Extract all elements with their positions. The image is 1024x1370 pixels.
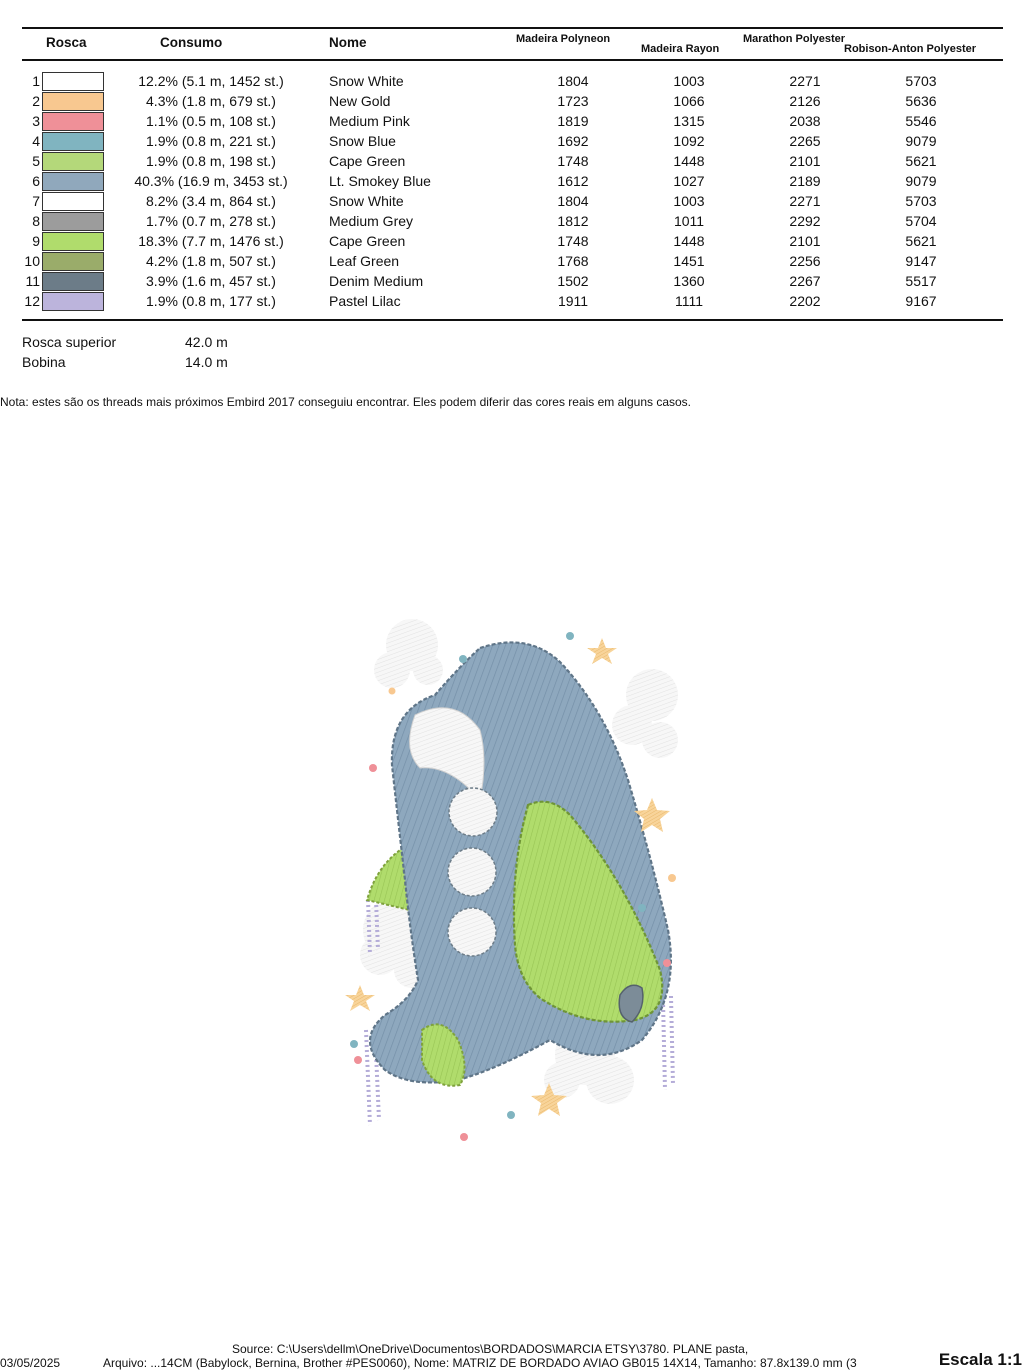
embroidery-design-preview bbox=[330, 600, 690, 1150]
madeira-polyneon-code: 1768 bbox=[557, 253, 589, 269]
robison-anton-code: 9167 bbox=[905, 293, 937, 309]
robison-anton-code: 5621 bbox=[905, 153, 937, 169]
thread-name: Cape Green bbox=[329, 233, 406, 249]
table-row bbox=[0, 232, 1024, 252]
footer-source-path: Source: C:\Users\dellm\OneDrive\Documentos\BORDADOS\MARCIA ETSY\3780. PLANE pasta, bbox=[232, 1342, 749, 1356]
rosca-superior-label: Rosca superior bbox=[22, 334, 117, 350]
thread-number: 7 bbox=[32, 193, 40, 209]
thread-consumption: 40.3% (16.9 m, 3453 st.) bbox=[134, 173, 288, 189]
thread-number: 6 bbox=[32, 173, 40, 189]
thread-color-swatch bbox=[42, 72, 104, 91]
thread-color-swatch bbox=[42, 112, 104, 131]
thread-color-swatch bbox=[42, 172, 104, 191]
thread-name: New Gold bbox=[329, 93, 391, 109]
header-nome: Nome bbox=[329, 35, 367, 50]
madeira-polyneon-code: 1748 bbox=[557, 233, 589, 249]
cloud-right bbox=[612, 669, 678, 758]
robison-anton-code: 5703 bbox=[905, 193, 937, 209]
header-madeira-rayon: Madeira Rayon bbox=[641, 43, 720, 55]
header-robison-anton: Robison-Anton Polyester bbox=[844, 43, 977, 55]
marathon-polyester-code: 2256 bbox=[789, 253, 821, 269]
table-row bbox=[0, 152, 1024, 172]
thread-number: 1 bbox=[32, 73, 40, 89]
thread-name: Snow Blue bbox=[329, 133, 396, 149]
robison-anton-code: 5636 bbox=[905, 93, 937, 109]
thread-color-swatch bbox=[42, 252, 104, 271]
madeira-polyneon-code: 1748 bbox=[557, 153, 589, 169]
table-row bbox=[0, 172, 1024, 192]
madeira-rayon-code: 1003 bbox=[673, 193, 705, 209]
thread-color-swatch bbox=[42, 132, 104, 151]
marathon-polyester-code: 2189 bbox=[789, 173, 821, 189]
bobina-value: 14.0 m bbox=[185, 354, 228, 370]
marathon-polyester-code: 2202 bbox=[789, 293, 821, 309]
thread-consumption: 1.9% (0.8 m, 177 st.) bbox=[146, 293, 276, 309]
marathon-polyester-code: 2265 bbox=[789, 133, 821, 149]
thread-color-swatch bbox=[42, 212, 104, 231]
table-row bbox=[0, 132, 1024, 152]
header-rosca: Rosca bbox=[46, 35, 87, 50]
header-consumo: Consumo bbox=[160, 35, 223, 50]
table-header-rule bbox=[22, 59, 1003, 61]
thread-consumption: 4.2% (1.8 m, 507 st.) bbox=[146, 253, 276, 269]
thread-consumption: 12.2% (5.1 m, 1452 st.) bbox=[138, 73, 284, 89]
thread-note: Nota: estes são os threads mais próximos Embird 2017 conseguiu encontrar. Eles podem diferir das cores reais em alguns casos. bbox=[0, 395, 692, 409]
thread-consumption: 3.9% (1.6 m, 457 st.) bbox=[146, 273, 276, 289]
table-row bbox=[0, 192, 1024, 212]
madeira-rayon-code: 1111 bbox=[674, 293, 704, 309]
thread-color-swatch bbox=[42, 292, 104, 311]
thread-color-swatch bbox=[42, 192, 104, 211]
table-row bbox=[0, 212, 1024, 232]
thread-color-swatch bbox=[42, 232, 104, 251]
madeira-polyneon-code: 1723 bbox=[557, 93, 589, 109]
robison-anton-code: 5704 bbox=[905, 213, 937, 229]
rosca-superior-value: 42.0 m bbox=[185, 334, 228, 350]
marathon-polyester-code: 2292 bbox=[789, 213, 821, 229]
footer-date: 03/05/2025 bbox=[0, 1356, 61, 1370]
madeira-polyneon-code: 1812 bbox=[557, 213, 589, 229]
madeira-rayon-code: 1066 bbox=[673, 93, 705, 109]
table-top-rule bbox=[22, 27, 1003, 29]
marathon-polyester-code: 2267 bbox=[789, 273, 821, 289]
thread-name: Snow White bbox=[329, 193, 404, 209]
madeira-rayon-code: 1003 bbox=[673, 73, 705, 89]
marathon-polyester-code: 2038 bbox=[789, 113, 821, 129]
header-marathon-polyester: Marathon Polyester bbox=[743, 33, 846, 45]
thread-name: Cape Green bbox=[329, 153, 406, 169]
thread-color-swatch bbox=[42, 272, 104, 291]
thread-consumption: 1.7% (0.7 m, 278 st.) bbox=[146, 213, 276, 229]
thread-consumption: 8.2% (3.4 m, 864 st.) bbox=[146, 193, 276, 209]
thread-number: 3 bbox=[32, 113, 40, 129]
thread-number: 2 bbox=[32, 93, 40, 109]
thread-number: 12 bbox=[24, 293, 40, 309]
robison-anton-code: 5621 bbox=[905, 233, 937, 249]
robison-anton-code: 5703 bbox=[905, 73, 937, 89]
madeira-rayon-code: 1360 bbox=[673, 273, 705, 289]
thread-color-swatch bbox=[42, 92, 104, 111]
madeira-polyneon-code: 1804 bbox=[557, 193, 589, 209]
cloud-top-left bbox=[374, 619, 443, 688]
thread-name: Medium Grey bbox=[329, 213, 414, 229]
marathon-polyester-code: 2101 bbox=[789, 233, 821, 249]
madeira-rayon-code: 1092 bbox=[673, 133, 705, 149]
madeira-polyneon-code: 1612 bbox=[557, 173, 589, 189]
scale-label: Escala 1:1 bbox=[938, 1350, 1022, 1369]
thread-number: 10 bbox=[24, 253, 40, 269]
madeira-rayon-code: 1448 bbox=[673, 153, 705, 169]
thread-consumption: 1.9% (0.8 m, 198 st.) bbox=[146, 153, 276, 169]
thread-consumption: 18.3% (7.7 m, 1476 st.) bbox=[138, 233, 284, 249]
thread-number: 9 bbox=[32, 233, 40, 249]
thread-number: 11 bbox=[25, 273, 40, 289]
thread-consumption: 1.1% (0.5 m, 108 st.) bbox=[146, 113, 276, 129]
thread-name: Snow White bbox=[329, 73, 404, 89]
madeira-rayon-code: 1011 bbox=[673, 213, 705, 229]
thread-number: 8 bbox=[32, 213, 40, 229]
madeira-polyneon-code: 1502 bbox=[557, 273, 589, 289]
thread-name: Pastel Lilac bbox=[329, 293, 401, 309]
madeira-rayon-code: 1451 bbox=[673, 253, 705, 269]
robison-anton-code: 5517 bbox=[905, 273, 937, 289]
marathon-polyester-code: 2271 bbox=[789, 193, 821, 209]
madeira-rayon-code: 1315 bbox=[673, 113, 705, 129]
madeira-polyneon-code: 1692 bbox=[557, 133, 589, 149]
table-row bbox=[0, 252, 1024, 272]
robison-anton-code: 9147 bbox=[905, 253, 937, 269]
thread-number: 4 bbox=[32, 133, 40, 149]
thread-name: Medium Pink bbox=[329, 113, 410, 129]
thread-color-swatch bbox=[42, 152, 104, 171]
footer-file-info: Arquivo: ...14CM (Babylock, Bernina, Brother #PES0060), Nome: MATRIZ DE BORDADO AVIAO GB015 14X14, Tamanho: 87.8x139.0 mm (3 bbox=[103, 1356, 857, 1370]
madeira-polyneon-code: 1819 bbox=[557, 113, 589, 129]
madeira-polyneon-code: 1804 bbox=[557, 73, 589, 89]
thread-number: 5 bbox=[32, 153, 40, 169]
thread-name: Leaf Green bbox=[329, 253, 400, 269]
header-madeira-polyneon: Madeira Polyneon bbox=[516, 33, 611, 45]
table-row bbox=[0, 72, 1024, 92]
madeira-rayon-code: 1027 bbox=[673, 173, 705, 189]
marathon-polyester-code: 2126 bbox=[789, 93, 821, 109]
side-windows bbox=[448, 788, 497, 956]
table-row bbox=[0, 112, 1024, 132]
table-row bbox=[0, 92, 1024, 112]
marathon-polyester-code: 2271 bbox=[789, 73, 821, 89]
table-row bbox=[0, 272, 1024, 292]
madeira-polyneon-code: 1911 bbox=[557, 293, 589, 309]
marathon-polyester-code: 2101 bbox=[789, 153, 821, 169]
thread-consumption: 4.3% (1.8 m, 679 st.) bbox=[146, 93, 276, 109]
table-bottom-rule bbox=[22, 319, 1003, 321]
thread-name: Lt. Smokey Blue bbox=[329, 173, 431, 189]
thread-consumption: 1.9% (0.8 m, 221 st.) bbox=[146, 133, 276, 149]
robison-anton-code: 9079 bbox=[905, 133, 937, 149]
table-row bbox=[0, 292, 1024, 312]
madeira-rayon-code: 1448 bbox=[673, 233, 705, 249]
thread-name: Denim Medium bbox=[329, 273, 424, 289]
robison-anton-code: 9079 bbox=[905, 173, 937, 189]
bobina-label: Bobina bbox=[22, 354, 66, 370]
robison-anton-code: 5546 bbox=[905, 113, 937, 129]
